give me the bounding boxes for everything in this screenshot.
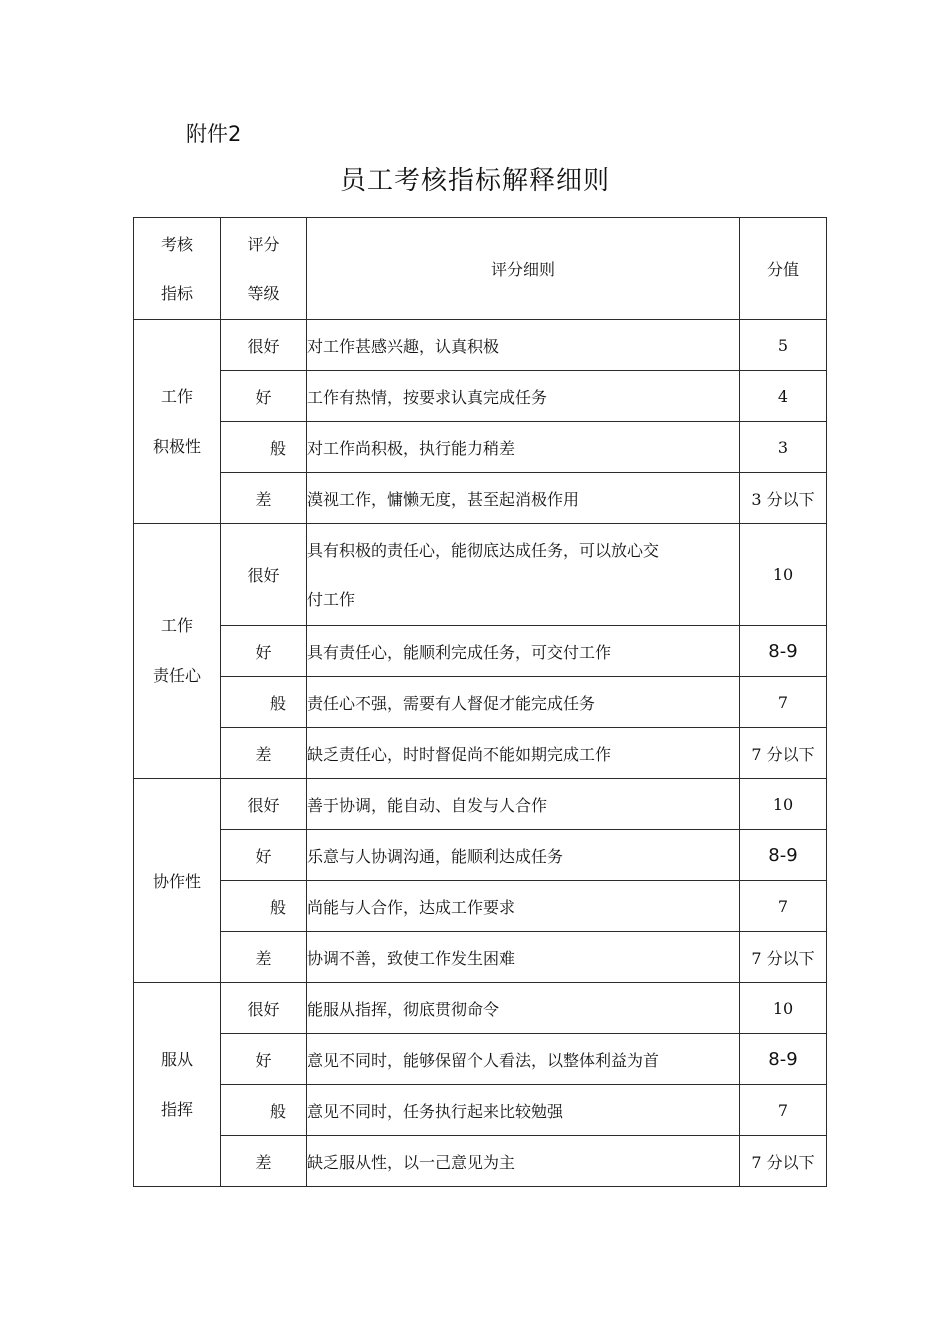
grade-cell: 差 [221, 728, 307, 779]
indicator-cell [134, 524, 221, 779]
score-cell: 10 [740, 524, 827, 626]
evaluation-table [133, 217, 827, 1187]
description-cell: 意见不同时，能够保留个人看法，以整体利益为首 [307, 1034, 740, 1085]
description-cell: 乐意与人协调沟通，能顺利达成任务 [307, 830, 740, 881]
table-header-row [134, 218, 827, 320]
grade-cell: 般 [221, 677, 307, 728]
score-cell: 3 [740, 422, 827, 473]
document-title: 员工考核指标解释细则 [339, 166, 610, 196]
grade-cell: 好 [221, 1034, 307, 1085]
description-cell: 协调不善，致使工作发生困难 [307, 932, 740, 983]
grade-cell: 好 [221, 830, 307, 881]
grade-cell: 很好 [221, 524, 307, 626]
table-row [134, 1034, 827, 1085]
grade-cell: 般 [221, 881, 307, 932]
indicator-line2: 指挥 [160, 1099, 193, 1119]
table-row [134, 932, 827, 983]
description-cell: 能服从指挥，彻底贯彻命令 [307, 983, 740, 1034]
table-row [134, 626, 827, 677]
table-row [134, 1085, 827, 1136]
score-cell: 7 [740, 881, 827, 932]
table-row [134, 779, 827, 830]
grade-cell: 差 [221, 473, 307, 524]
indicator-cell [134, 983, 221, 1187]
table-row [134, 1136, 827, 1187]
score-cell: 8-9 [740, 626, 827, 677]
table-row [134, 422, 827, 473]
indicator-line2: 责任心 [152, 666, 201, 685]
description-cell: 对工作甚感兴趣，认真积极 [307, 320, 740, 371]
score-cell: 8-9 [740, 1034, 827, 1085]
header-indicator-line2: 指标 [160, 283, 193, 303]
description-line1: 具有积极的责任心，能彻底达成任务，可以放心交 [307, 540, 660, 560]
score-cell: 4 [740, 371, 827, 422]
description-cell: 善于协调，能自动、自发与人合作 [307, 779, 740, 830]
description-cell: 具有责任心，能顺利完成任务，可交付工作 [307, 626, 740, 677]
grade-cell: 般 [221, 1085, 307, 1136]
indicator-line2: 积极性 [152, 436, 201, 456]
header-indicator [134, 218, 221, 320]
description-cell [307, 524, 740, 626]
description-cell: 工作有热情，按要求认真完成任务 [307, 371, 740, 422]
grade-cell: 差 [221, 932, 307, 983]
table-row [134, 983, 827, 1034]
grade-cell: 般 [221, 422, 307, 473]
score-cell: 7 分以下 [740, 1136, 827, 1187]
score-cell: 3 分以下 [740, 473, 827, 524]
indicator-cell [134, 320, 221, 524]
attachment-label: 附件2 [186, 122, 242, 146]
grade-cell: 好 [221, 371, 307, 422]
score-cell: 7 分以下 [740, 728, 827, 779]
score-cell: 10 [740, 779, 827, 830]
description-line2: 付工作 [307, 589, 356, 609]
table-row [134, 524, 827, 626]
score-cell: 7 分以下 [740, 932, 827, 983]
table-row [134, 881, 827, 932]
score-cell: 7 [740, 677, 827, 728]
header-grade [221, 218, 307, 320]
description-cell: 责任心不强，需要有人督促才能完成任务 [307, 677, 740, 728]
indicator-line1: 服从 [160, 1049, 193, 1069]
grade-cell: 好 [221, 626, 307, 677]
score-cell: 7 [740, 1085, 827, 1136]
indicator-line1: 工作 [160, 386, 193, 406]
grade-cell: 很好 [221, 983, 307, 1034]
table-row [134, 728, 827, 779]
description-cell: 尚能与人合作，达成工作要求 [307, 881, 740, 932]
header-indicator-line1: 考核 [160, 234, 193, 254]
description-cell: 缺乏责任心，时时督促尚不能如期完成工作 [307, 728, 740, 779]
grade-cell: 差 [221, 1136, 307, 1187]
table-row [134, 320, 827, 371]
description-cell: 对工作尚积极，执行能力稍差 [307, 422, 740, 473]
description-cell: 缺乏服从性，以一己意见为主 [307, 1136, 740, 1187]
header-score: 分值 [740, 218, 827, 320]
table-row [134, 473, 827, 524]
header-details: 评分细则 [307, 218, 740, 320]
grade-cell: 很好 [221, 779, 307, 830]
description-cell: 漠视工作，慵懒无度，甚至起消极作用 [307, 473, 740, 524]
score-cell: 5 [740, 320, 827, 371]
description-cell: 意见不同时，任务执行起来比较勉强 [307, 1085, 740, 1136]
table-row [134, 371, 827, 422]
table-row [134, 677, 827, 728]
header-grade-line2: 等级 [247, 283, 280, 303]
indicator-cell: 协作性 [134, 779, 221, 983]
indicator-line1: 工作 [160, 616, 193, 635]
score-cell: 10 [740, 983, 827, 1034]
table-row [134, 830, 827, 881]
grade-cell: 很好 [221, 320, 307, 371]
score-cell: 8-9 [740, 830, 827, 881]
header-grade-line1: 评分 [247, 234, 280, 254]
